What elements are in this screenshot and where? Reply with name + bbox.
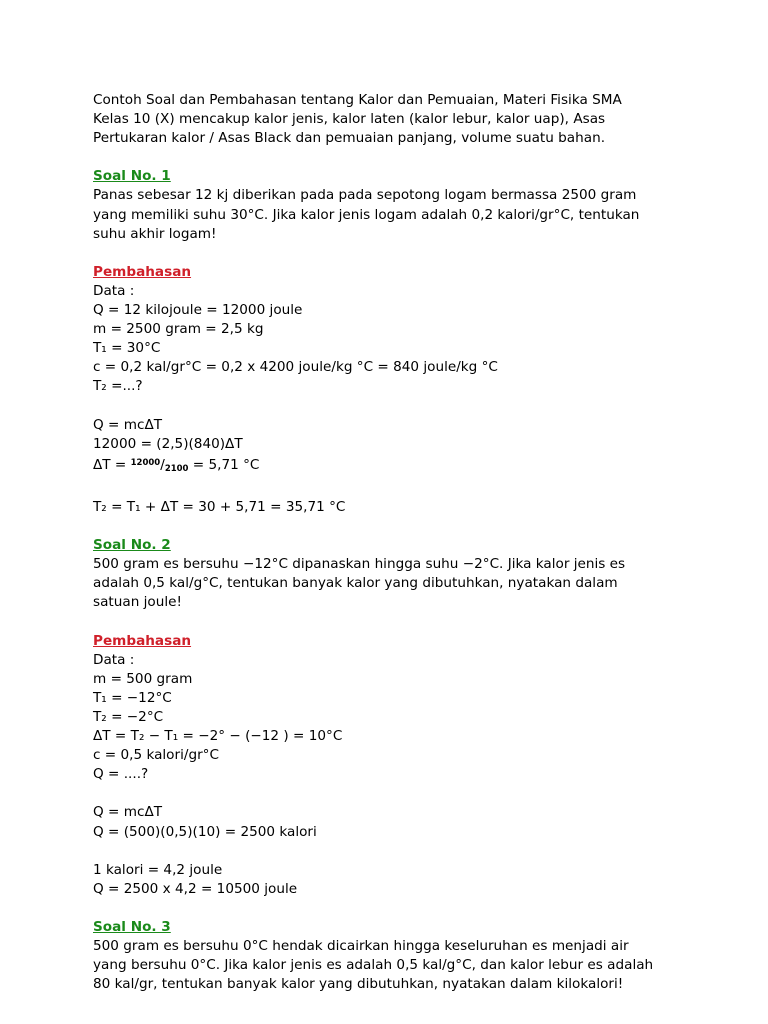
soal-1-data-line: T₁ = 30°C <box>93 340 161 357</box>
pembahasan-2-heading: Pembahasan <box>93 632 192 649</box>
soal-2-data-line: T₁ = −12°C <box>93 689 172 706</box>
soal-3-question-line: 500 gram es bersuhu 0°C hendak dicairkan hingga keseluruhan es menjadi air <box>93 938 629 955</box>
soal-1-question-line: suhu akhir logam! <box>93 225 217 242</box>
intro-paragraph <box>93 91 683 148</box>
intro-line: Kelas 10 (X) mencakup kalor jenis, kalor laten (kalor lebur, kalor uap), Asas <box>93 111 606 128</box>
soal-2-data-line: m = 500 gram <box>93 670 193 687</box>
soal-2-question-line: 500 gram es bersuhu −12°C dipanaskan hingga suhu −2°C. Jika kalor jenis es <box>93 556 626 573</box>
fraction-numerator: 12000 <box>130 457 161 468</box>
soal-1-data-line: c = 0,2 kal/gr°C = 0,2 x 4200 joule/kg °C = 840 joule/kg °C <box>93 359 498 376</box>
soal-2-calc-line: Q = (500)(0,5)(10) = 2500 kalori <box>93 823 317 840</box>
soal-1-data-line: Data : <box>93 282 135 299</box>
soal-2-heading: Soal No. 2 <box>93 537 171 554</box>
soal-2-data-line: Q = ....? <box>93 766 149 783</box>
soal-2-data-line: ΔT = T₂ − T₁ = −2° − (−12 ) = 10°C <box>93 728 343 745</box>
soal-2-calc-line: Q = mcΔT <box>93 804 163 821</box>
soal-2-question-line: adalah 0,5 kal/g°C, tentukan banyak kalor yang dibutuhkan, nyatakan dalam <box>93 575 618 592</box>
soal-1-result: T₂ = T₁ + ΔT = 30 + 5,71 = 35,71 °C <box>93 498 346 515</box>
fraction-suffix: = 5,71 °C <box>188 456 260 473</box>
soal-2-data-line: c = 0,5 kalori/gr°C <box>93 747 219 764</box>
soal-3-heading: Soal No. 3 <box>93 919 171 936</box>
intro-line: Contoh Soal dan Pembahasan tentang Kalor dan Pemuaian, Materi Fisika SMA <box>93 92 622 108</box>
fraction-prefix: ΔT = <box>93 456 131 473</box>
pembahasan-1-heading: Pembahasan <box>93 263 192 280</box>
soal-1-data-line: m = 2500 gram = 2,5 kg <box>93 321 264 338</box>
soal-3-question-line: 80 kal/gr, tentukan banyak kalor yang dibutuhkan, nyatakan dalam kilokalori! <box>93 976 624 993</box>
document-page <box>93 91 683 994</box>
soal-1-question-line: yang memiliki suhu 30°C. Jika kalor jenis logam adalah 0,2 kalori/gr°C, tentukan <box>93 206 640 223</box>
soal-1-data-line: T₂ =...? <box>93 378 143 395</box>
soal-1-question-line: Panas sebesar 12 kj diberikan pada pada sepotong logam bermassa 2500 gram <box>93 187 637 204</box>
soal-2-conversion-line: 1 kalori = 4,2 joule <box>93 861 223 878</box>
soal-3-question-line: yang bersuhu 0°C. Jika kalor jenis es adalah 0,5 kal/g°C, dan kalor lebur es adalah <box>93 957 654 974</box>
fraction-denominator: 2100 <box>164 463 189 474</box>
soal-1-calc-line: 12000 = (2,5)(840)ΔT <box>93 435 243 452</box>
soal-1-calc-line: Q = mcΔT <box>93 416 163 433</box>
soal-1-data-line: Q = 12 kilojoule = 12000 joule <box>93 302 303 319</box>
soal-1-heading: Soal No. 1 <box>93 168 171 185</box>
soal-1-fraction-line: ΔT = $^{12000}$/2100 = 5,71 °C <box>93 456 260 474</box>
intro-line: Pertukaran kalor / Asas Black dan pemuaian panjang, volume suatu bahan. <box>93 130 606 147</box>
soal-2-data-line: Data : <box>93 651 135 668</box>
soal-2-conversion-line: Q = 2500 x 4,2 = 10500 joule <box>93 880 298 897</box>
soal-2-question-line: satuan joule! <box>93 594 182 611</box>
soal-2-data-line: T₂ = −2°C <box>93 709 164 725</box>
